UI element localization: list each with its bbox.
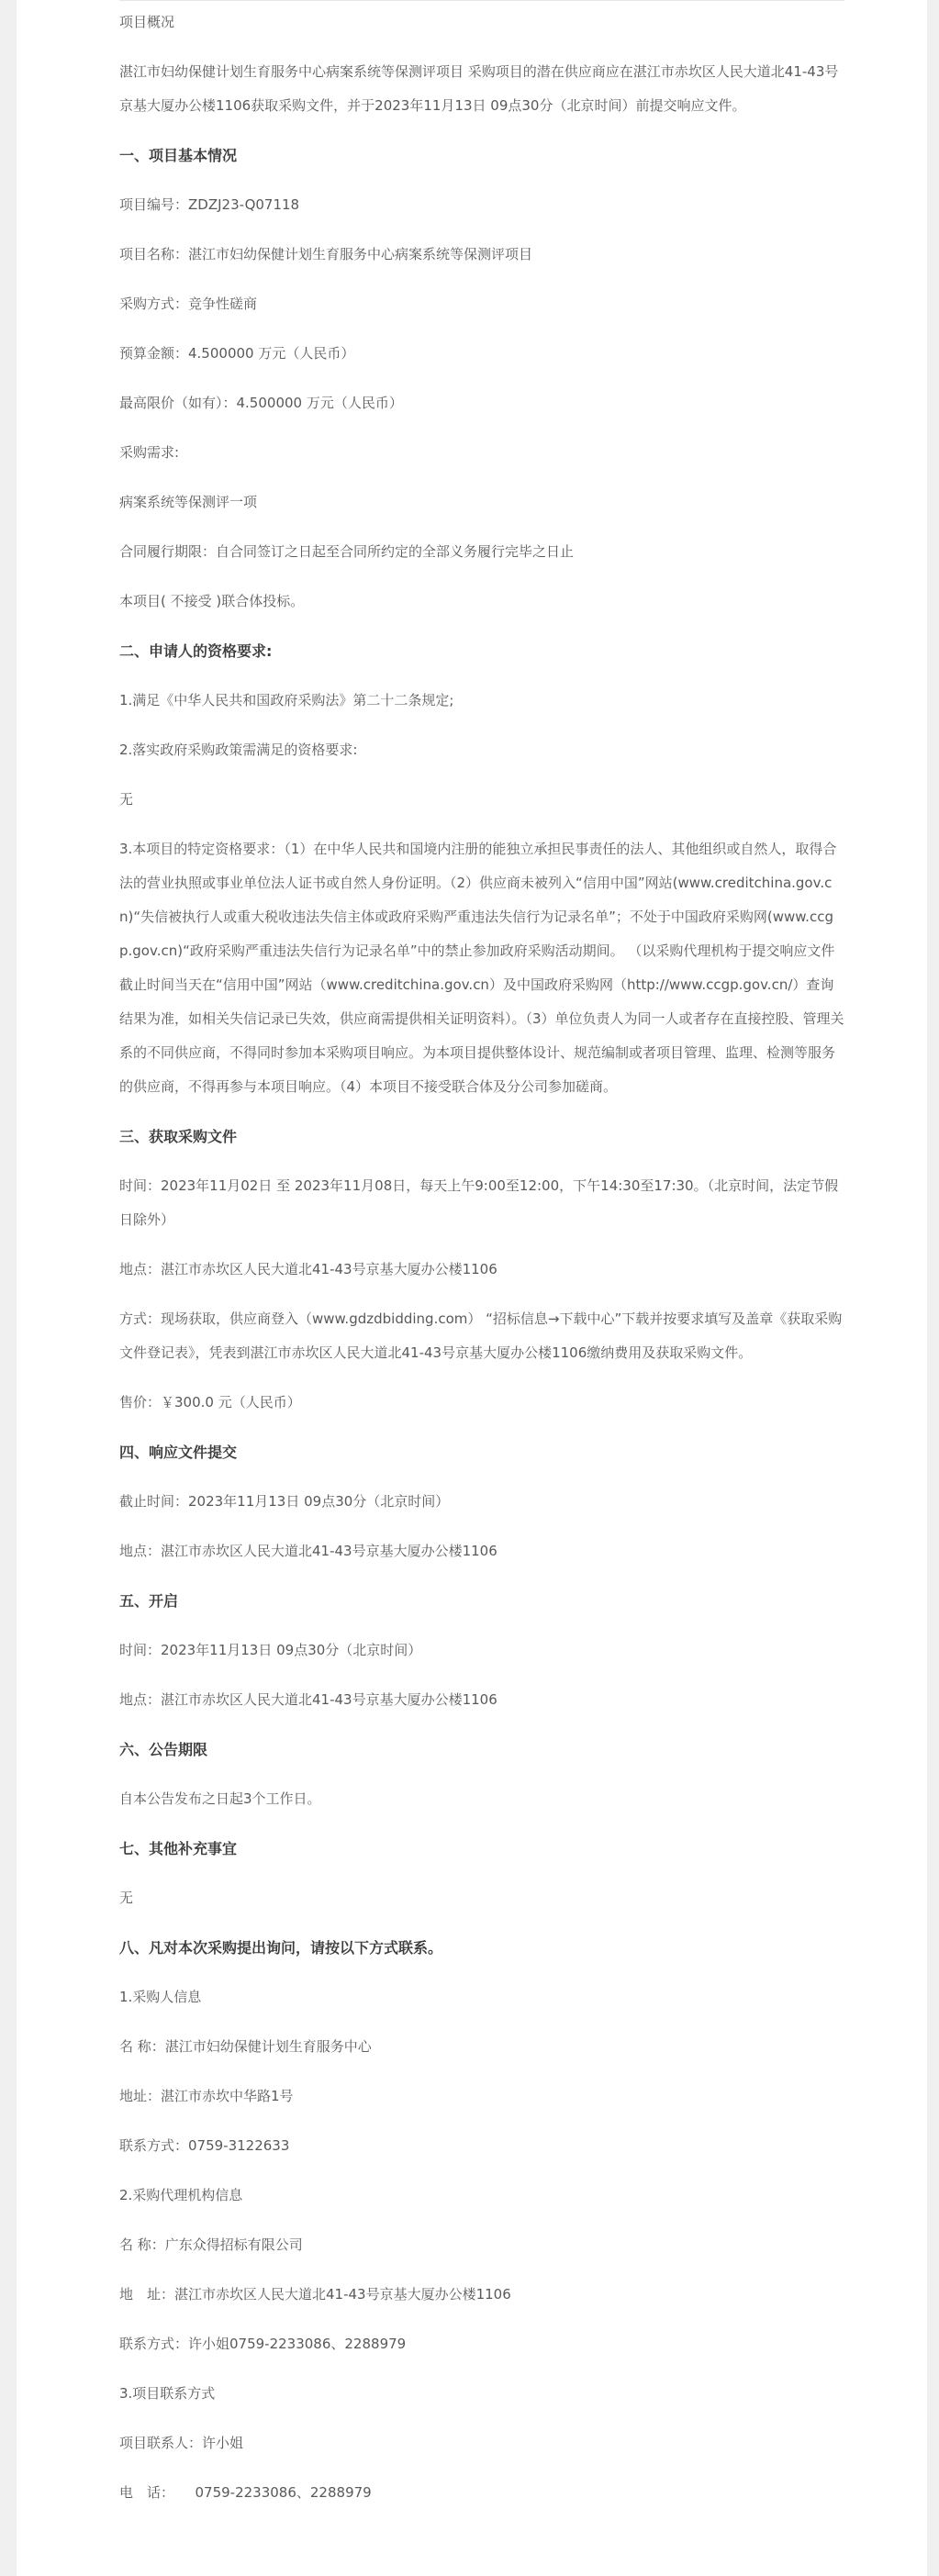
paragraph: 预算金额：4.500000 万元（人民币）: [119, 345, 355, 362]
paragraph: 项目概况: [119, 14, 175, 30]
section-heading: 五、开启: [119, 1592, 179, 1610]
announcement-card: [17, 0, 927, 2576]
paragraph: 项目名称：湛江市妇幼保健计划生育服务中心病案系统等保测评项目: [119, 246, 533, 262]
section-heading: 二、申请人的资格要求:: [119, 642, 273, 660]
section-heading: 七、其他补充事宜: [119, 1840, 238, 1857]
paragraph: 2.采购代理机构信息: [119, 2187, 243, 2203]
paragraph: 项目联系人：许小姐: [119, 2435, 244, 2451]
paragraph: 2.落实政府采购政策需满足的资格要求:: [119, 742, 358, 758]
paragraph: 地点：湛江市赤坎区人民大道北41-43号京基大厦办公楼1106: [119, 1543, 497, 1559]
paragraph: 地点：湛江市赤坎区人民大道北41-43号京基大厦办公楼1106: [119, 1691, 497, 1708]
paragraph: 病案系统等保测评一项: [119, 494, 258, 510]
paragraph: 无: [119, 1890, 134, 1906]
paragraph: 1.满足《中华人民共和国政府采购法》第二十二条规定;: [119, 692, 454, 708]
paragraph: 地 址：湛江市赤坎区人民大道北41-43号京基大厦办公楼1106: [119, 2286, 511, 2303]
paragraph: 截止时间：2023年11月13日 09点30分（北京时间）: [119, 1493, 450, 1510]
paragraph: 采购方式：竞争性磋商: [119, 296, 258, 312]
paragraph: 电 话： 0759-2233086、2288979: [119, 2484, 372, 2501]
section-heading: 八、凡对本次采购提出询问，请按以下方式联系。: [119, 1939, 443, 1957]
paragraph: 3.本项目的特定资格要求：（1）在中华人民共和国境内注册的能独立承担民事责任的法人、其他组织或自然人，取得合法的营业执照或事业单位法人证书或自然人身份证明。（2）供应商未被列入“信用中国”网站(www.creditchina.gov.cn)“失信被执行人或重大税收违法失信主体或政府采购严重违法失信行为记录名单”；不处于中国政府采购网(www.ccgp.gov.cn)“政府采购严重违法失信行为记录名单”中的禁止参加政府采购活动期间。 （以采购代理机构于提交响应文件截止时间当天在“信用中国”网站（www.creditchina.gov.cn）及中国政府采购网（http://www.ccgp.gov.cn/）查询结果为准，如相关失信记录已失效，供应商需提供相关证明资料）。（3）单位负责人为同一人或者存在直接控股、管理关系的不同供应商，不得同时参加本采购项目响应。为本项目提供整体设计、规范编制或者项目管理、监理、检测等服务的供应商，不得再参与本项目响应。（4）本项目不接受联合体及分公司参加磋商。: [119, 841, 844, 1095]
paragraph: 联系方式：许小姐0759-2233086、2288979: [119, 2336, 407, 2352]
announcement-content: [119, 0, 844, 2510]
paragraph: 名 称：广东众得招标有限公司: [119, 2236, 303, 2253]
paragraph: 时间：2023年11月02日 至 2023年11月08日，每天上午9:00至12:00，下午14:30至17:30。（北京时间，法定节假日除外）: [119, 1177, 839, 1228]
paragraph: 联系方式：0759-3122633: [119, 2137, 290, 2154]
paragraph: 地址：湛江市赤坎中华路1号: [119, 2088, 294, 2104]
paragraph: 名 称：湛江市妇幼保健计划生育服务中心: [119, 2038, 372, 2055]
paragraph: 最高限价（如有）：4.500000 万元（人民币）: [119, 395, 403, 411]
paragraph: 无: [119, 791, 134, 808]
document-body: [119, 6, 844, 2510]
paragraph: 1.采购人信息: [119, 1989, 202, 2005]
paragraph: 时间：2023年11月13日 09点30分（北京时间）: [119, 1642, 422, 1658]
section-heading: 一、项目基本情况: [119, 147, 238, 164]
paragraph: 项目编号：ZDZJ23-Q07118: [119, 196, 300, 213]
paragraph: 湛江市妇幼保健计划生育服务中心病案系统等保测评项目 采购项目的潜在供应商应在湛江市赤坎区人民大道北41-43号京基大厦办公楼1106获取采购文件，并于2023年11月13日 09点30分（北京时间）前提交响应文件。: [119, 63, 839, 114]
paragraph: 地点：湛江市赤坎区人民大道北41-43号京基大厦办公楼1106: [119, 1261, 497, 1277]
paragraph: 本项目( 不接受 )联合体投标。: [119, 593, 305, 609]
section-heading: 三、获取采购文件: [119, 1128, 238, 1145]
paragraph: 3.项目联系方式: [119, 2385, 216, 2402]
section-heading: 四、响应文件提交: [119, 1444, 238, 1461]
paragraph: 自本公告发布之日起3个工作日。: [119, 1790, 321, 1807]
section-heading: 六、公告期限: [119, 1741, 208, 1758]
paragraph: 方式：现场获取，供应商登入（www.gdzdbidding.com） “招标信息→下载中心”下载并按要求填写及盖章《获取采购文件登记表》，凭表到湛江市赤坎区人民大道北41-43号京基大厦办公楼1106缴纳费用及获取采购文件。: [119, 1310, 843, 1361]
paragraph: 合同履行期限：自合同签订之日起至合同所约定的全部义务履行完毕之日止: [119, 543, 575, 560]
paragraph: 售价：￥300.0 元（人民币）: [119, 1394, 301, 1411]
paragraph: 采购需求:: [119, 444, 180, 461]
